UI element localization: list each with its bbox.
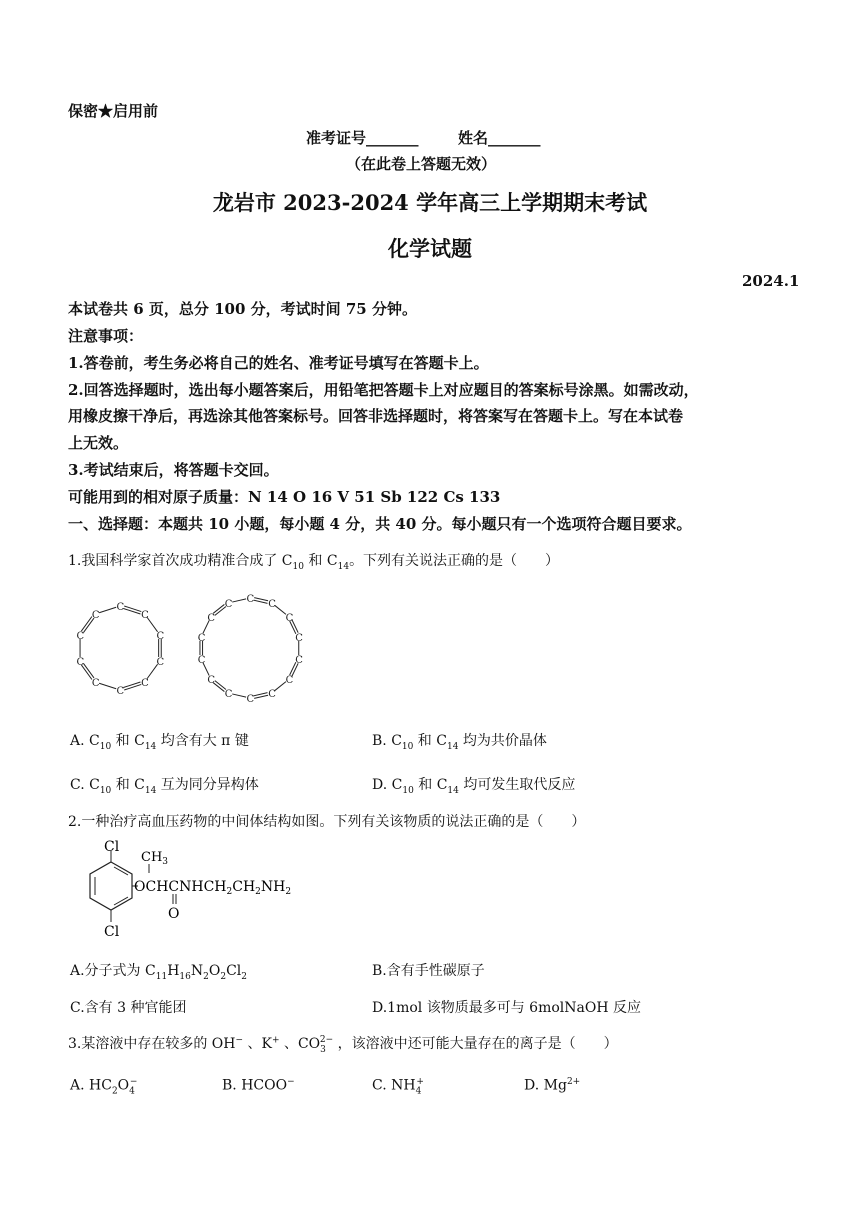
carbon-atom: C xyxy=(285,675,294,687)
carbon-atom: C xyxy=(268,689,276,701)
carbon-atom: C xyxy=(207,612,216,624)
section-1-heading: 一、选择题：本题共 10 小题，每小题 4 分，共 40 分。每小题只有一个选项符合题目要求。 xyxy=(68,515,692,533)
carbon-atom: C xyxy=(76,656,85,668)
carbon-atom: C xyxy=(246,594,255,605)
exam-id-label: 准考证号_______ xyxy=(306,129,419,147)
question-3-option-b[interactable]: B. HCOO− xyxy=(222,1077,295,1094)
carbon-bond xyxy=(99,607,116,613)
question-1-option-d[interactable]: D. $C_{10}$ 和 $C_{14}$ 均可发生取代反应 xyxy=(372,777,576,796)
exam-title: 龙岩市 2023-2024 学年高三上学期期末考试 xyxy=(212,190,648,215)
carbon-atom: C xyxy=(197,632,206,644)
carbon-atom: C xyxy=(116,686,125,697)
confidential-label: 保密★启用前 xyxy=(68,102,159,120)
carbon-bond xyxy=(123,682,140,688)
subject-title: 化学试题 xyxy=(388,236,472,261)
note-item-3: 3.考试结束后，将答题卡交回。 xyxy=(68,461,279,479)
name-label: 姓名_______ xyxy=(458,129,541,147)
question-2-stem: 2.一种治疗高血压药物的中间体结构如图。下列有关该物质的说法正确的是（ ） xyxy=(68,814,586,830)
carbon-atom: C xyxy=(141,610,149,622)
question-2-option-c[interactable]: C.含有 3 种官能团 xyxy=(70,1000,187,1016)
question-3-option-a[interactable]: A. $HC_2O_4^-$ xyxy=(70,1077,138,1097)
molecule-structure xyxy=(66,838,306,942)
carbon-atom: C xyxy=(207,675,216,687)
note-item-2-line-3: 上无效。 xyxy=(68,434,129,452)
carbon-bond xyxy=(232,599,246,602)
carbon-atom: C xyxy=(295,655,303,667)
question-1-option-c[interactable]: C. $C_{10}$ 和 $C_{14}$ 互为同分异构体 xyxy=(70,777,259,796)
question-3-stem: 3.某溶液中存在较多的 OH− 、K+ 、$CO_3^{2-}$ ，该溶液中还可能大量存在的离子是（ ） xyxy=(68,1035,618,1055)
question-1-stem: 1.我国科学家首次成功精准合成了 $C_{10}$ 和 $C_{14}$。下列有关说法正确的是（ ） xyxy=(68,553,560,572)
carbon-atom: C xyxy=(285,612,294,624)
methyl-group: $CH_3$ xyxy=(141,850,169,867)
carbon-bond xyxy=(275,682,286,691)
chlorine-bottom: Cl xyxy=(104,924,120,940)
note-item-1: 1.答卷前，考生务必将自己的姓名、准考证号填写在答题卡上。 xyxy=(68,354,489,372)
carbon-atom: C xyxy=(91,610,100,622)
chlorine-top: Cl xyxy=(104,839,120,855)
note-item-2-line-2: 用橡皮擦干净后，再选涂其他答案标号。回答非选择题时，将答案写在答题卡上。写在本试卷 xyxy=(68,407,684,425)
question-2-option-b[interactable]: B.含有手性碳原子 xyxy=(372,963,485,979)
question-2-option-a[interactable]: A.分子式为 $C_{11}H_{16}N_2O_2Cl_2$ xyxy=(70,963,247,982)
notes-title: 注意事项： xyxy=(68,327,144,345)
invalid-note: （在此卷上答题无效） xyxy=(346,155,497,173)
atomic-masses: 可能用到的相对原子质量：N 14 O 16 V 51 Sb 122 Cs 133 xyxy=(68,488,501,506)
carbon-atom: C xyxy=(268,598,276,610)
question-2-option-d[interactable]: D.1mol 该物质最多可与 6molNaOH 反应 xyxy=(372,1000,641,1016)
carbonyl-oxygen: O xyxy=(168,906,180,922)
carbon-atom: C xyxy=(156,631,165,643)
carbon-ring-structures xyxy=(70,592,310,704)
note-item-2-line-1: 2.回答选择题时，选出每小题答案后，用铅笔把答题卡上对应题目的答案标号涂黑。如需改动， xyxy=(68,381,699,399)
carbon-bond xyxy=(123,608,140,614)
c10-ring xyxy=(77,602,165,697)
paper-summary: 本试卷共 6 页，总分 100 分，考试时间 75 分钟。 xyxy=(68,300,417,318)
carbon-atom: C xyxy=(224,598,233,610)
carbon-atom: C xyxy=(246,694,255,704)
c14-ring xyxy=(198,594,303,704)
question-1-option-b[interactable]: B. $C_{10}$ 和 $C_{14}$ 均为共价晶体 xyxy=(372,733,547,752)
carbon-atom: C xyxy=(197,655,206,667)
carbon-atom: C xyxy=(295,632,303,644)
carbon-bond xyxy=(124,606,141,612)
carbon-bond xyxy=(99,683,116,689)
carbon-bond xyxy=(232,694,246,697)
carbon-bond xyxy=(275,605,286,614)
carbon-atom: C xyxy=(91,677,100,689)
question-1-option-a[interactable]: A. $C_{10}$ 和 $C_{14}$ 均含有大 π 键 xyxy=(70,733,249,752)
question-3-option-c[interactable]: C. $NH_4^+$ xyxy=(372,1077,424,1097)
carbon-bond xyxy=(124,684,141,690)
side-chain: $OCHCNHCH_2CH_2NH_2$ xyxy=(134,879,292,897)
carbon-atom: C xyxy=(76,631,85,643)
carbon-atom: C xyxy=(116,602,125,613)
carbon-atom: C xyxy=(141,677,149,689)
carbon-atom: C xyxy=(224,689,233,701)
exam-date: 2024.1 xyxy=(742,272,800,290)
question-3-option-d[interactable]: D. $Mg^{2+}$ xyxy=(524,1077,581,1094)
carbon-atom: C xyxy=(156,656,165,668)
